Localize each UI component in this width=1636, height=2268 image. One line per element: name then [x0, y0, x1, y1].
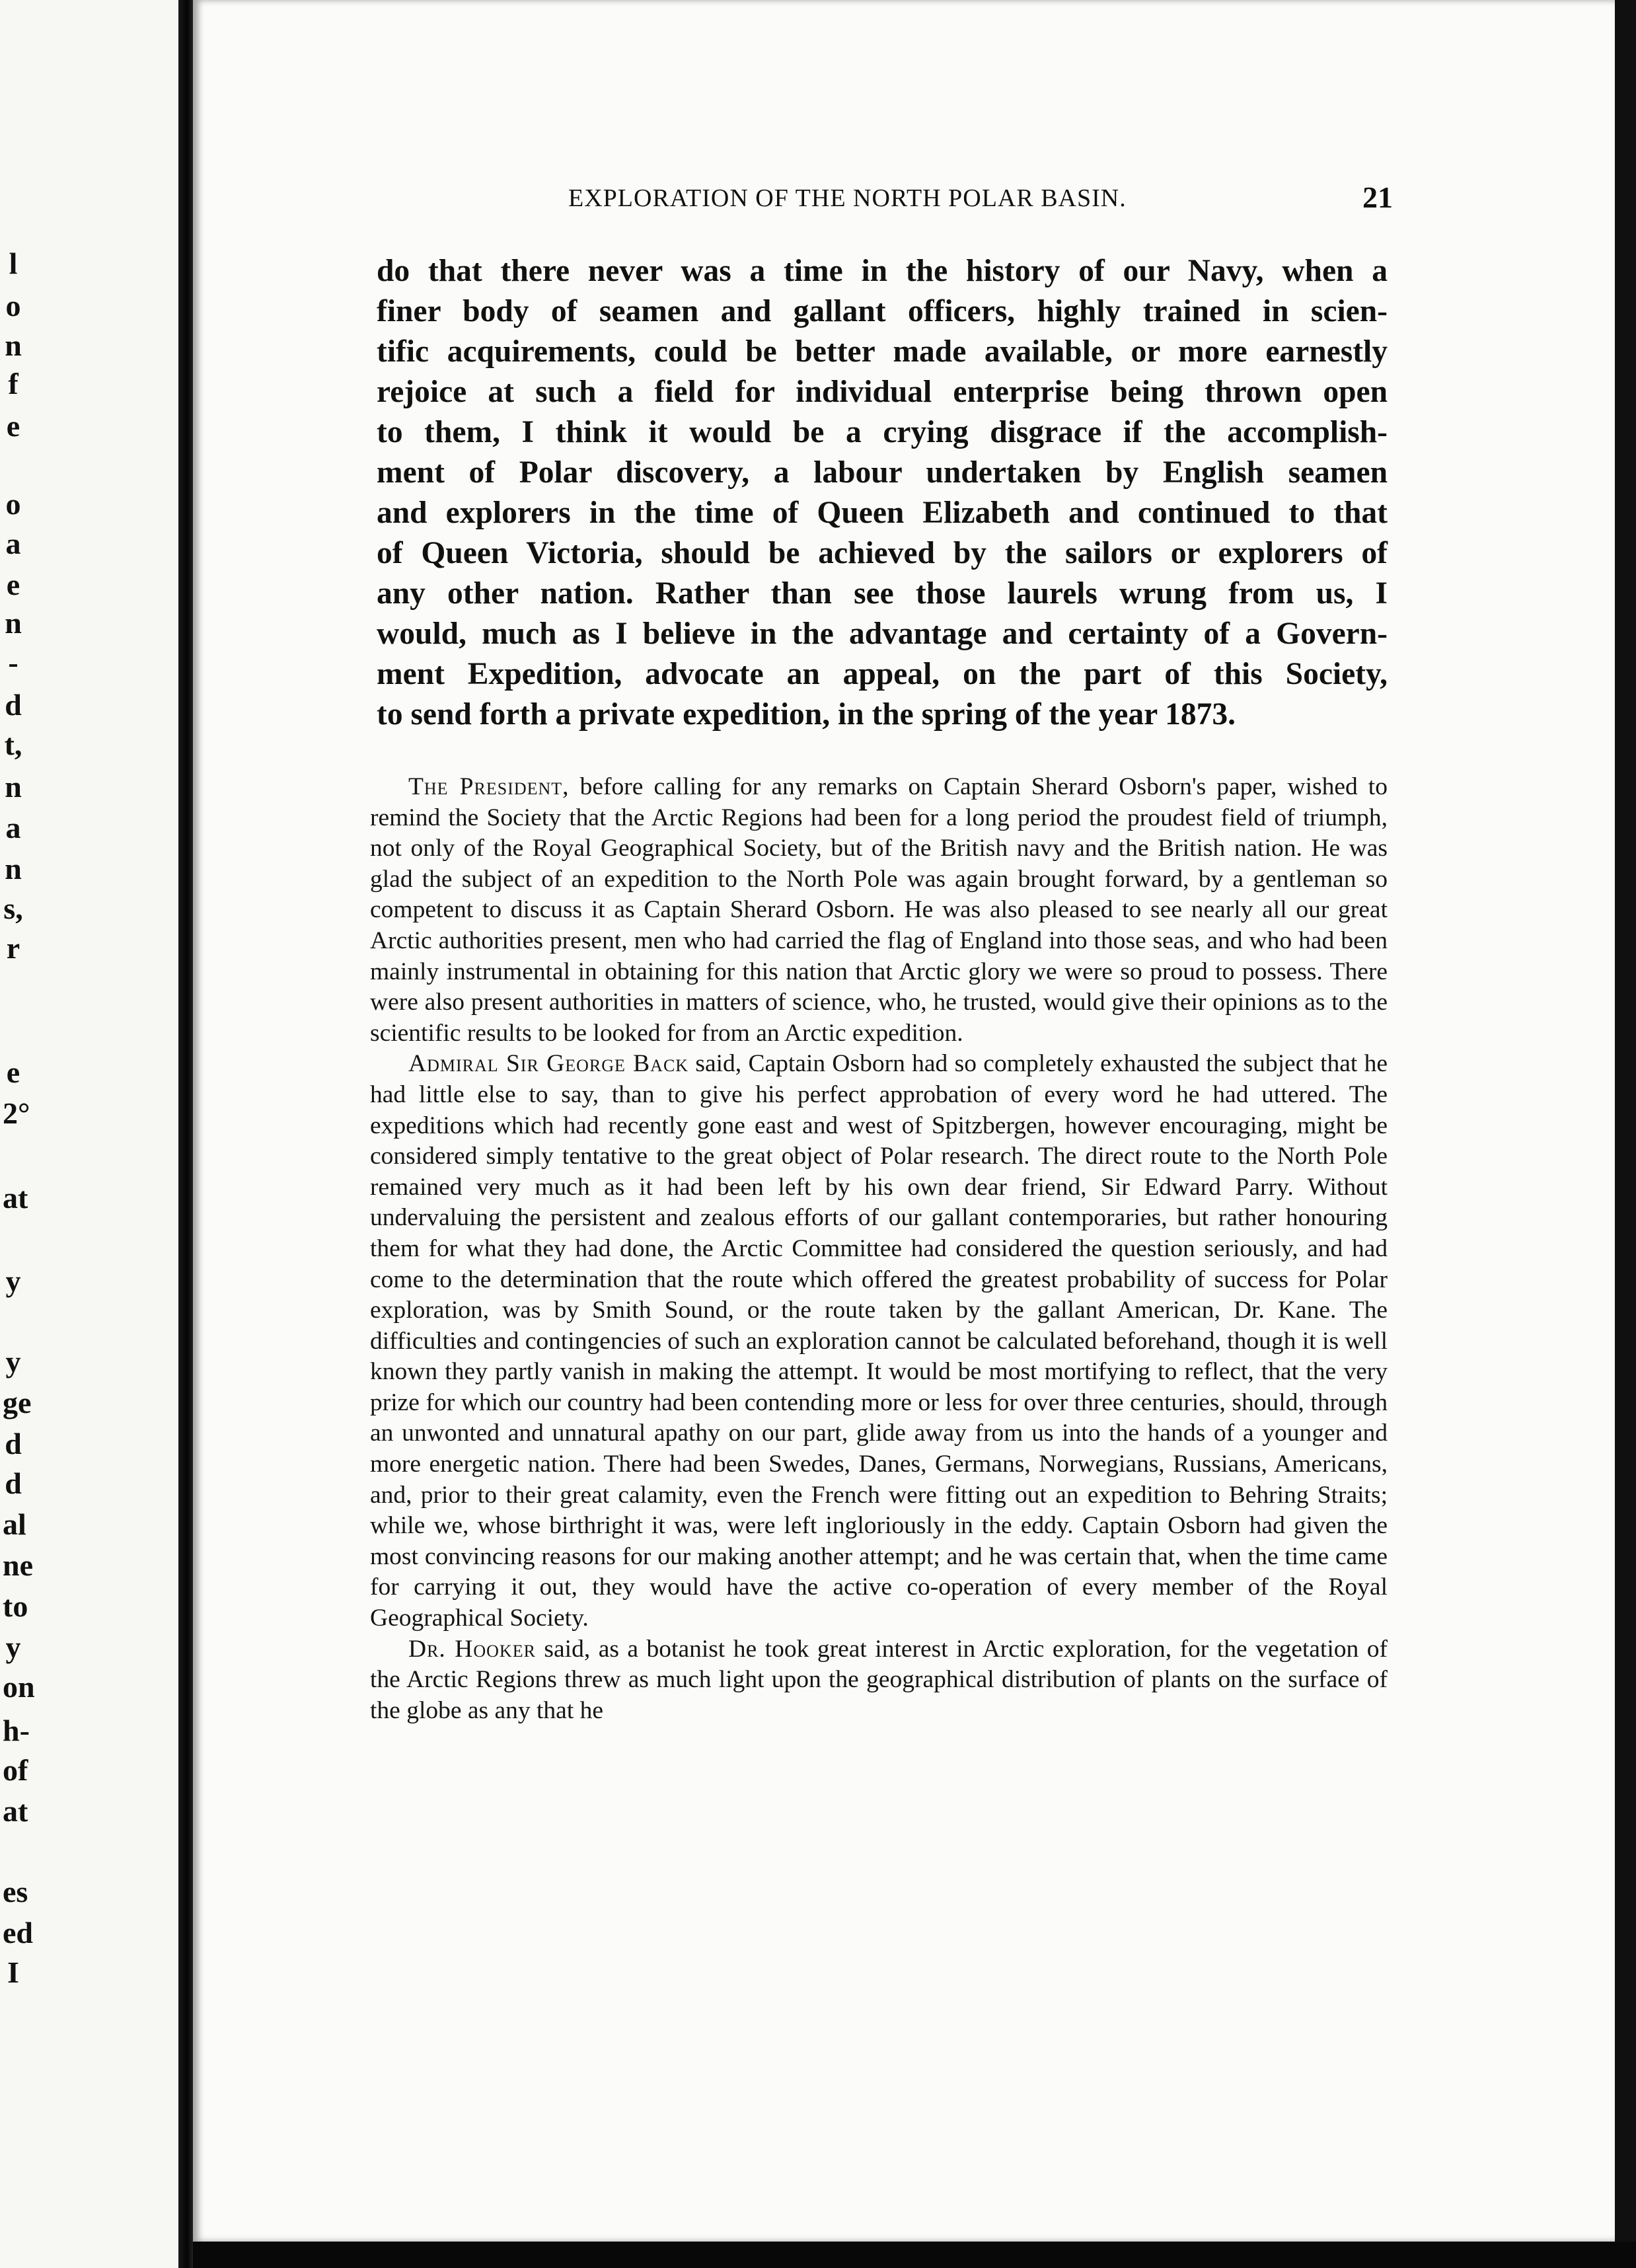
speaker-name: Dr. Hooker: [408, 1635, 536, 1663]
prev-page-fragment: r: [6, 931, 20, 965]
prev-page-fragment: h-: [3, 1714, 30, 1747]
paragraph-text: said, as a botanist he took great interest in Arctic exploration, for the vegetation of the Arctic Regions threw as much light upon the geographical distribution of plants on the surface of the globe as any that he: [370, 1635, 1388, 1724]
prev-page-fragment: I: [7, 1955, 19, 1989]
prev-page-fragment: l: [9, 246, 18, 280]
page-edge-shadow: [1615, 0, 1636, 2268]
text-line: any other nation. Rather than see those laurels wrung from us, I: [377, 576, 1388, 611]
prev-page-fragment: n: [5, 606, 22, 640]
prev-page-fragment: y: [5, 1630, 21, 1664]
prev-page-fragment: o: [5, 289, 21, 322]
running-head: EXPLORATION OF THE NORTH POLAR BASIN.: [568, 184, 1127, 212]
prev-page-fragment: e: [6, 568, 20, 601]
prev-page-fragment: n: [5, 770, 22, 804]
prev-page-fragment: al: [3, 1507, 26, 1541]
text-line: to them, I think it would be a crying disgrace if the accomplish-: [377, 415, 1388, 449]
main-text-block: [377, 251, 1388, 735]
prev-page-fragment: on: [3, 1670, 35, 1704]
prev-page-fragment: s,: [3, 891, 23, 925]
prev-page-fragment: y: [5, 1264, 21, 1298]
prev-page-fragment: n: [5, 328, 22, 362]
speaker-name: Admiral Sir George Back: [408, 1050, 689, 1078]
prev-page-fragment: e: [6, 409, 20, 443]
text-line: tific acquirements, could be better made available, or more earnestly: [377, 334, 1388, 369]
discussion-section: [370, 772, 1388, 1726]
prev-page-fragment: o: [5, 487, 21, 521]
prev-page-fragment: to: [3, 1589, 28, 1623]
prev-page-fragment: of: [3, 1753, 28, 1787]
paragraph-text: said, Captain Osborn had so completely exhausted the subject that he had little else to say, than to give his perfect approbation of every word he had uttered. The expeditions which had recently gone east and west of Spitzbergen, however encouraging, might be considered simply tentative to the great object of Polar research. The direct route to the North Pole remained very much as it had been left by his own dear friend, Sir Edward Parry. Without undervaluing the persistent and zealous efforts of our gallant contemporaries, but rather honouring them for what they had done, the Arctic Committee had considered the question seriously, and had come to the determination that the route which offered the greatest probability of success for Polar exploration, was by Smith Sound, or the route taken by the gallant American, Dr. Kane. The difficulties and contingencies of such an exploration cannot be calculated beforehand, though it is well known they partly vanish in making the attempt. It would be most mortifying to reflect, that the very prize for which our country had been contending more or less for over three centuries, should, through an unwonted and unnatural apathy on our part, glide away from us into the hands of a younger and more energetic nation. There had been Swedes, Danes, Germans, Norwegians, Russians, Americans, and, prior to their great calamity, even the French were fitting out an expedition to Behring Straits; while we, whose birthright it was, were left ingloriously in the eddy. Captain Osborn had given the most convincing reasons for our making another attempt; and he was certain that, when the time came for carrying it out, they would have the active co-operation of every member of the Royal Geographical Society.: [370, 1050, 1388, 1632]
scan-bottom-edge: [193, 2242, 1636, 2268]
text-line: would, much as I believe in the advantage and certainty of a Govern-: [377, 617, 1388, 651]
facing-page-edge: [0, 0, 178, 2268]
text-line: and explorers in the time of Queen Elizabeth and continued to that: [377, 496, 1388, 530]
page-number: 21: [1362, 180, 1393, 214]
prev-page-fragment: a: [5, 811, 21, 845]
prev-page-fragment: n: [5, 852, 22, 886]
prev-page-fragment: at: [3, 1181, 28, 1215]
text-line: rejoice at such a field for individual enterprise being thrown open: [377, 375, 1388, 409]
text-line: finer body of seamen and gallant officers, highly trained in scien-: [377, 294, 1388, 328]
prev-page-fragment: ed: [3, 1916, 33, 1949]
text-line: ment Expedition, advocate an appeal, on the part of this Society,: [377, 657, 1388, 691]
discussion-paragraph: [370, 1049, 1388, 1634]
text-line: do that there never was a time in the history of our Navy, when a: [377, 254, 1388, 288]
page-header: [377, 180, 1401, 230]
speaker-name: The President,: [408, 773, 570, 800]
prev-page-fragment: ne: [3, 1548, 33, 1582]
prev-page-fragment: t,: [4, 728, 22, 761]
prev-page-fragment: -: [8, 646, 19, 679]
text-line: to send forth a private expedition, in the spring of the year 1873.: [377, 697, 1236, 732]
discussion-paragraph: [370, 1634, 1388, 1727]
discussion-paragraph: [370, 772, 1388, 1049]
prev-page-fragment: d: [5, 1427, 22, 1460]
text-line: of Queen Victoria, should be achieved by the sailors or explorers of: [377, 536, 1388, 570]
prev-page-fragment: d: [5, 1466, 22, 1500]
prev-page-fragment: d: [5, 688, 22, 722]
prev-page-fragment: y: [5, 1345, 21, 1379]
book-gutter: [178, 0, 193, 2268]
prev-page-fragment: f: [8, 367, 19, 400]
prev-page-fragment: es: [3, 1875, 28, 1909]
text-line: ment of Polar discovery, a labour undertaken by English seamen: [377, 455, 1388, 490]
prev-page-fragment: at: [3, 1794, 28, 1828]
paragraph-text: before calling for any remarks on Captain Sherard Osborn's paper, wished to remind the Society that the Arctic Regions had been for a long period the proudest field of triumph, not only of the Royal Geographical Society, but of the British navy and the British nation. He was glad the subject of an expedition to the North Pole was again brought forward, by a gentleman so competent to discuss it as Captain Sherard Osborn. He was also pleased to see nearly all our great Arctic authorities present, men who had carried the flag of England into those seas, and who had been mainly instrumental in obtaining for this nation that Arctic glory we were so proud to possess. There were also present authorities in matters of science, who, he trusted, would give their opinions as to the scientific results to be looked for from an Arctic expedition.: [370, 773, 1388, 1047]
prev-page-fragment: 2°: [3, 1096, 30, 1130]
prev-page-fragment: e: [6, 1055, 20, 1089]
prev-page-fragment: ge: [3, 1386, 32, 1419]
prev-page-fragment: a: [5, 527, 21, 560]
